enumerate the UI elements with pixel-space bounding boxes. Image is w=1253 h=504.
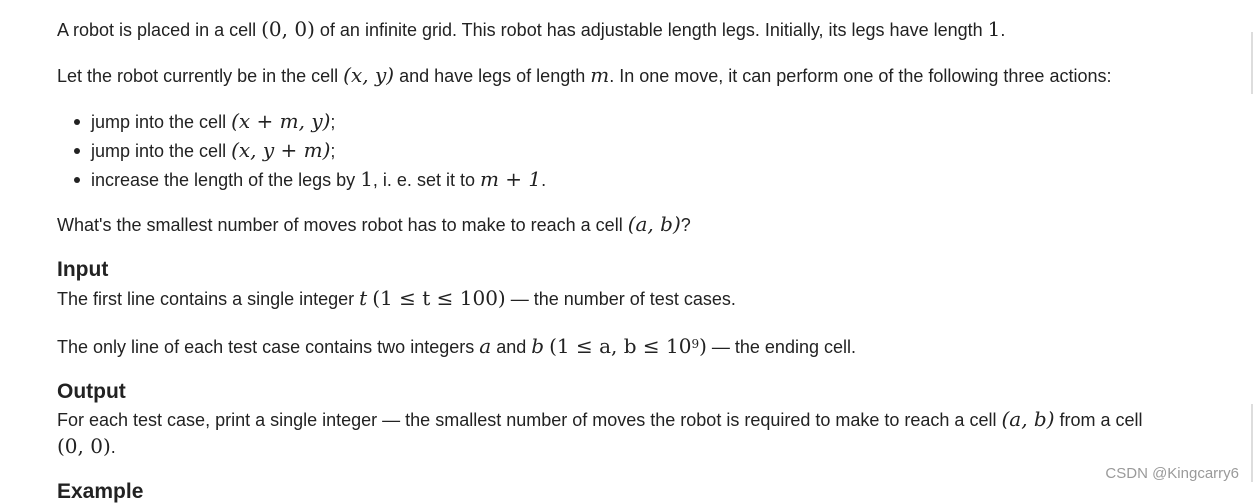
output-heading: Output — [57, 380, 126, 403]
text: increase the length of the legs by — [91, 170, 361, 190]
text: The first line contains a single integer — [57, 289, 360, 309]
watermark: CSDN @Kingcarry6 — [1105, 465, 1239, 482]
text: jump into the cell — [91, 112, 232, 132]
math-superscript: 9 — [691, 337, 700, 351]
math: (x + m, y) — [231, 109, 331, 133]
math-origin: (0, 0) — [261, 17, 315, 41]
statement-paragraph-1 — [57, 17, 1005, 42]
math-one: 1 — [987, 17, 1001, 41]
math: 1 — [360, 167, 373, 191]
text: For each test case, print a single integer — the smallest number of moves the robot is required to make to reach a cell — [57, 410, 1002, 430]
text: . — [541, 170, 547, 190]
text: The only line of each test case contains two integers — [57, 337, 480, 357]
text: Let the robot currently be in the cell — [57, 66, 344, 86]
statement-question — [57, 212, 691, 237]
text: from a cell — [1054, 410, 1143, 430]
output-line-1 — [57, 407, 1143, 432]
list-item — [72, 109, 546, 134]
text: ; — [330, 112, 336, 132]
math-m: m — [590, 63, 610, 87]
text: , i. e. set it to — [372, 170, 480, 190]
math: (1 ≤ a, b ≤ 10 — [549, 334, 692, 358]
math: t — [359, 286, 368, 310]
input-line-2 — [57, 334, 856, 359]
math: m + 1 — [479, 167, 542, 191]
statement-paragraph-2 — [57, 63, 1111, 88]
text: What's the smallest number of moves robot has to make to reach a cell — [57, 215, 628, 235]
example-heading: Example — [57, 480, 144, 503]
text: . — [110, 437, 116, 457]
math: (a, b) — [1001, 407, 1055, 431]
output-line-2 — [57, 434, 116, 459]
math-xy: (x, y) — [343, 63, 395, 87]
actions-list — [72, 109, 546, 192]
text: — the number of test cases. — [505, 289, 736, 309]
text: of an infinite grid. This robot has adjustable length legs. Initially, its legs have length — [314, 20, 988, 40]
list-item — [72, 138, 546, 163]
input-heading: Input — [57, 258, 109, 281]
text: A robot is placed in a cell — [57, 20, 262, 40]
text: . — [1000, 20, 1006, 40]
text: ; — [330, 141, 336, 161]
math: (x, y + m) — [231, 138, 331, 162]
math: b — [531, 334, 545, 358]
math: (0, 0) — [57, 434, 111, 458]
math: a — [479, 334, 492, 358]
input-line-1 — [57, 286, 736, 311]
text: — the ending cell. — [706, 337, 856, 357]
text: . In one move, it can perform one of the following three actions: — [609, 66, 1112, 86]
math-ab: (a, b) — [627, 212, 681, 236]
text: ? — [680, 215, 691, 235]
text: and — [491, 337, 532, 357]
text: jump into the cell — [91, 141, 232, 161]
list-item — [72, 167, 546, 192]
math: (1 ≤ t ≤ 100) — [372, 286, 506, 310]
math: ) — [699, 334, 707, 358]
text: and have legs of length — [394, 66, 591, 86]
